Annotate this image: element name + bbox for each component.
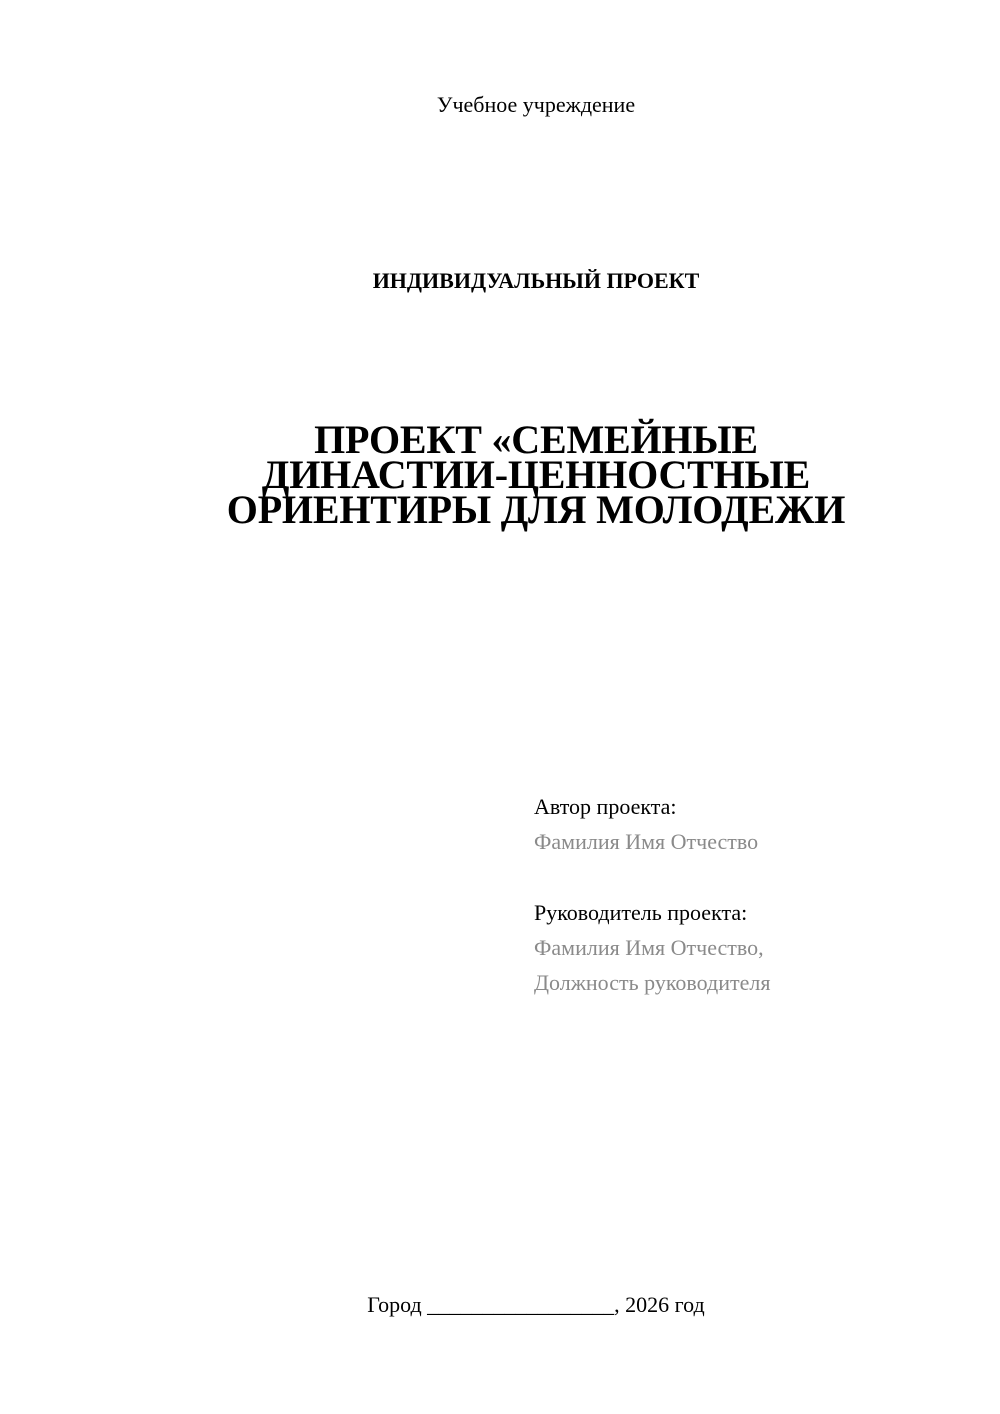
supervisor-label: Руководитель проекта: — [534, 900, 748, 925]
project-title — [180, 417, 892, 532]
project-title-line-1: ПРОЕКТ «СЕМЕЙНЫЕ — [314, 417, 758, 462]
project-type-heading: ИНДИВИДУАЛЬНЫЙ ПРОЕКТ — [372, 268, 700, 293]
author-label: Автор проекта: — [534, 794, 677, 819]
supervisor-position: Должность руководителя — [534, 970, 771, 995]
supervisor-name: Фамилия Имя Отчество, — [534, 935, 764, 960]
credits-spacer — [534, 859, 974, 895]
city-year-footer: Город _________________, 2026 год — [367, 1292, 705, 1317]
project-title-line-3: ОРИЕНТИРЫ ДЛЯ МОЛОДЕЖИ — [226, 487, 846, 532]
author-name: Фамилия Имя Отчество — [534, 829, 759, 854]
credits-block — [534, 789, 974, 1000]
institution-name: Учебное учреждение — [436, 92, 636, 117]
project-title-line-2: ДИНАСТИИ-ЦЕННОСТНЫЕ — [261, 452, 811, 497]
